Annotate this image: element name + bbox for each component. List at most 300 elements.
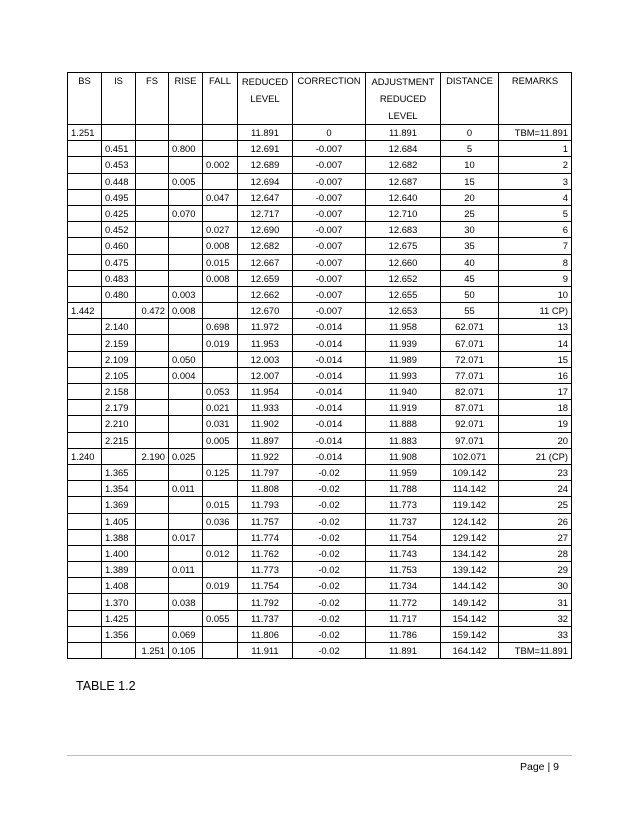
cell-remarks: 8 xyxy=(499,254,572,270)
cell-is: 0.483 xyxy=(102,270,136,286)
cell-fs xyxy=(136,189,169,205)
cell-fs xyxy=(136,367,169,383)
cell-bs xyxy=(68,384,102,400)
cell-is: 1.356 xyxy=(102,626,136,642)
cell-correction: -0.014 xyxy=(293,367,366,383)
cell-bs: 1.251 xyxy=(68,125,102,141)
table-row xyxy=(68,254,572,270)
header-rise: RISE xyxy=(169,73,203,125)
cell-fs xyxy=(136,286,169,302)
header-correction: CORRECTION xyxy=(293,73,366,125)
cell-rise xyxy=(169,270,203,286)
cell-rise: 0.011 xyxy=(169,481,203,497)
page-number: Page | 9 xyxy=(520,761,559,773)
cell-rise: 0.017 xyxy=(169,529,203,545)
cell-fall xyxy=(203,643,238,659)
cell-bs xyxy=(68,205,102,221)
cell-remarks: 33 xyxy=(499,626,572,642)
cell-distance: 149.142 xyxy=(441,594,499,610)
cell-fall xyxy=(203,173,238,189)
cell-adjusted-level: 11.959 xyxy=(366,464,441,480)
cell-bs xyxy=(68,254,102,270)
cell-rise: 0.011 xyxy=(169,562,203,578)
cell-distance: 77.071 xyxy=(441,367,499,383)
cell-rise: 0.003 xyxy=(169,286,203,302)
cell-distance: 72.071 xyxy=(441,351,499,367)
table-row xyxy=(68,157,572,173)
cell-reduced-level: 12.694 xyxy=(238,173,293,189)
table-row xyxy=(68,448,572,464)
cell-rise xyxy=(169,384,203,400)
cell-fs: 2.190 xyxy=(136,448,169,464)
cell-distance: 40 xyxy=(441,254,499,270)
cell-remarks: TBM=11.891 xyxy=(499,643,572,659)
cell-distance: 129.142 xyxy=(441,529,499,545)
header-reduced-level: REDUCED LEVEL xyxy=(238,73,293,125)
cell-fall xyxy=(203,626,238,642)
cell-remarks: 6 xyxy=(499,222,572,238)
cell-bs xyxy=(68,464,102,480)
cell-rise xyxy=(169,222,203,238)
cell-reduced-level: 12.662 xyxy=(238,286,293,302)
cell-fall xyxy=(203,125,238,141)
cell-is: 0.460 xyxy=(102,238,136,254)
table-row xyxy=(68,189,572,205)
cell-fall: 0.015 xyxy=(203,497,238,513)
cell-remarks: 16 xyxy=(499,367,572,383)
cell-is: 0.451 xyxy=(102,141,136,157)
cell-is: 0.425 xyxy=(102,205,136,221)
table-row xyxy=(68,286,572,302)
cell-fs xyxy=(136,529,169,545)
cell-correction: -0.007 xyxy=(293,205,366,221)
header-bs: BS xyxy=(68,73,102,125)
cell-remarks: 5 xyxy=(499,205,572,221)
cell-correction: -0.007 xyxy=(293,141,366,157)
cell-bs xyxy=(68,432,102,448)
cell-reduced-level: 12.691 xyxy=(238,141,293,157)
footer-divider xyxy=(67,755,572,756)
cell-fall: 0.125 xyxy=(203,464,238,480)
cell-bs xyxy=(68,141,102,157)
cell-adjusted-level: 11.772 xyxy=(366,594,441,610)
cell-fs xyxy=(136,416,169,432)
cell-remarks: TBM=11.891 xyxy=(499,125,572,141)
cell-bs xyxy=(68,238,102,254)
cell-distance: 10 xyxy=(441,157,499,173)
cell-is: 2.215 xyxy=(102,432,136,448)
cell-is: 1.354 xyxy=(102,481,136,497)
cell-rise: 0.069 xyxy=(169,626,203,642)
cell-distance: 82.071 xyxy=(441,384,499,400)
cell-bs xyxy=(68,562,102,578)
cell-is: 1.408 xyxy=(102,578,136,594)
cell-fall: 0.008 xyxy=(203,270,238,286)
table-row xyxy=(68,367,572,383)
cell-reduced-level: 11.902 xyxy=(238,416,293,432)
cell-rise: 0.800 xyxy=(169,141,203,157)
cell-is: 2.109 xyxy=(102,351,136,367)
cell-rise: 0.050 xyxy=(169,351,203,367)
cell-adjusted-level: 12.653 xyxy=(366,303,441,319)
cell-distance: 92.071 xyxy=(441,416,499,432)
cell-bs xyxy=(68,578,102,594)
cell-rise xyxy=(169,464,203,480)
cell-remarks: 14 xyxy=(499,335,572,351)
cell-remarks: 18 xyxy=(499,400,572,416)
cell-remarks: 7 xyxy=(499,238,572,254)
cell-fall xyxy=(203,141,238,157)
cell-distance: 109.142 xyxy=(441,464,499,480)
cell-adjusted-level: 11.939 xyxy=(366,335,441,351)
table-row xyxy=(68,643,572,659)
cell-rise xyxy=(169,335,203,351)
cell-fs xyxy=(136,610,169,626)
cell-adjusted-level: 11.717 xyxy=(366,610,441,626)
table-row xyxy=(68,529,572,545)
cell-adjusted-level: 12.660 xyxy=(366,254,441,270)
cell-rise xyxy=(169,189,203,205)
cell-correction: -0.014 xyxy=(293,432,366,448)
cell-correction: -0.007 xyxy=(293,238,366,254)
cell-bs xyxy=(68,481,102,497)
cell-fall: 0.005 xyxy=(203,432,238,448)
cell-fall: 0.021 xyxy=(203,400,238,416)
cell-distance: 154.142 xyxy=(441,610,499,626)
cell-bs xyxy=(68,610,102,626)
table-row xyxy=(68,513,572,529)
table-row xyxy=(68,222,572,238)
cell-fs: 0.472 xyxy=(136,303,169,319)
cell-reduced-level: 11.972 xyxy=(238,319,293,335)
cell-bs xyxy=(68,594,102,610)
table-caption: TABLE 1.2 xyxy=(76,679,136,693)
cell-adjusted-level: 11.908 xyxy=(366,448,441,464)
cell-remarks: 10 xyxy=(499,286,572,302)
cell-adjusted-level: 12.652 xyxy=(366,270,441,286)
cell-fs: 1.251 xyxy=(136,643,169,659)
cell-is: 1.370 xyxy=(102,594,136,610)
table-row xyxy=(68,481,572,497)
cell-adjusted-level: 11.891 xyxy=(366,643,441,659)
cell-distance: 119.142 xyxy=(441,497,499,513)
cell-fs xyxy=(136,497,169,513)
cell-fall xyxy=(203,529,238,545)
cell-bs xyxy=(68,335,102,351)
cell-distance: 164.142 xyxy=(441,643,499,659)
cell-is: 2.140 xyxy=(102,319,136,335)
cell-bs xyxy=(68,643,102,659)
cell-reduced-level: 11.911 xyxy=(238,643,293,659)
header-remarks: REMARKS xyxy=(499,73,572,125)
cell-adjusted-level: 12.640 xyxy=(366,189,441,205)
cell-bs: 1.240 xyxy=(68,448,102,464)
cell-is: 1.365 xyxy=(102,464,136,480)
cell-rise xyxy=(169,238,203,254)
cell-is: 1.405 xyxy=(102,513,136,529)
cell-fall xyxy=(203,448,238,464)
table-header-row xyxy=(68,73,572,125)
table-row xyxy=(68,205,572,221)
cell-adjusted-level: 11.753 xyxy=(366,562,441,578)
cell-adjusted-level: 12.684 xyxy=(366,141,441,157)
cell-distance: 30 xyxy=(441,222,499,238)
cell-correction: -0.007 xyxy=(293,173,366,189)
cell-distance: 25 xyxy=(441,205,499,221)
table-row xyxy=(68,416,572,432)
cell-distance: 0 xyxy=(441,125,499,141)
cell-adjusted-level: 11.888 xyxy=(366,416,441,432)
cell-correction: 0 xyxy=(293,125,366,141)
cell-remarks: 2 xyxy=(499,157,572,173)
cell-reduced-level: 11.737 xyxy=(238,610,293,626)
table-row xyxy=(68,545,572,561)
cell-reduced-level: 12.647 xyxy=(238,189,293,205)
cell-correction: -0.02 xyxy=(293,464,366,480)
cell-correction: -0.02 xyxy=(293,594,366,610)
cell-correction: -0.007 xyxy=(293,189,366,205)
cell-rise xyxy=(169,578,203,594)
cell-remarks: 25 xyxy=(499,497,572,513)
cell-bs xyxy=(68,189,102,205)
cell-distance: 139.142 xyxy=(441,562,499,578)
table-row xyxy=(68,351,572,367)
table-row xyxy=(68,432,572,448)
cell-fall xyxy=(203,286,238,302)
cell-remarks: 29 xyxy=(499,562,572,578)
header-distance: DISTANCE xyxy=(441,73,499,125)
cell-fall xyxy=(203,594,238,610)
cell-fs xyxy=(136,481,169,497)
cell-distance: 102.071 xyxy=(441,448,499,464)
cell-remarks: 3 xyxy=(499,173,572,189)
cell-rise: 0.070 xyxy=(169,205,203,221)
cell-remarks: 30 xyxy=(499,578,572,594)
header-fs: FS xyxy=(136,73,169,125)
cell-correction: -0.007 xyxy=(293,303,366,319)
cell-adjusted-level: 12.682 xyxy=(366,157,441,173)
cell-correction: -0.007 xyxy=(293,270,366,286)
cell-correction: -0.007 xyxy=(293,157,366,173)
cell-adjusted-level: 12.687 xyxy=(366,173,441,189)
table-row xyxy=(68,238,572,254)
cell-fs xyxy=(136,464,169,480)
cell-distance: 15 xyxy=(441,173,499,189)
cell-adjusted-level: 12.710 xyxy=(366,205,441,221)
cell-fs xyxy=(136,254,169,270)
cell-adjusted-level: 11.754 xyxy=(366,529,441,545)
cell-rise xyxy=(169,157,203,173)
table-row xyxy=(68,303,572,319)
cell-reduced-level: 11.757 xyxy=(238,513,293,529)
cell-remarks: 11 CP) xyxy=(499,303,572,319)
cell-reduced-level: 11.793 xyxy=(238,497,293,513)
cell-is: 1.388 xyxy=(102,529,136,545)
cell-adjusted-level: 12.683 xyxy=(366,222,441,238)
cell-fs xyxy=(136,513,169,529)
cell-reduced-level: 11.806 xyxy=(238,626,293,642)
cell-reduced-level: 11.933 xyxy=(238,400,293,416)
cell-rise: 0.005 xyxy=(169,173,203,189)
cell-bs xyxy=(68,319,102,335)
cell-is xyxy=(102,125,136,141)
cell-fs xyxy=(136,545,169,561)
cell-distance: 159.142 xyxy=(441,626,499,642)
cell-fall: 0.698 xyxy=(203,319,238,335)
cell-fs xyxy=(136,578,169,594)
cell-reduced-level: 11.797 xyxy=(238,464,293,480)
cell-fs xyxy=(136,319,169,335)
cell-adjusted-level: 11.940 xyxy=(366,384,441,400)
cell-fall xyxy=(203,303,238,319)
cell-correction: -0.02 xyxy=(293,626,366,642)
cell-remarks: 32 xyxy=(499,610,572,626)
cell-rise xyxy=(169,545,203,561)
cell-bs xyxy=(68,286,102,302)
cell-correction: -0.014 xyxy=(293,448,366,464)
cell-reduced-level: 12.659 xyxy=(238,270,293,286)
cell-fs xyxy=(136,205,169,221)
cell-bs xyxy=(68,157,102,173)
cell-is: 0.448 xyxy=(102,173,136,189)
cell-fs xyxy=(136,125,169,141)
cell-is: 0.453 xyxy=(102,157,136,173)
cell-distance: 55 xyxy=(441,303,499,319)
cell-distance: 87.071 xyxy=(441,400,499,416)
cell-distance: 5 xyxy=(441,141,499,157)
cell-adjusted-level: 11.891 xyxy=(366,125,441,141)
cell-rise xyxy=(169,400,203,416)
table-row xyxy=(68,335,572,351)
cell-correction: -0.014 xyxy=(293,351,366,367)
cell-fall: 0.019 xyxy=(203,578,238,594)
cell-fall: 0.047 xyxy=(203,189,238,205)
table-row xyxy=(68,384,572,400)
table-row xyxy=(68,141,572,157)
cell-is: 1.369 xyxy=(102,497,136,513)
cell-correction: -0.02 xyxy=(293,529,366,545)
cell-fs xyxy=(136,222,169,238)
cell-adjusted-level: 11.958 xyxy=(366,319,441,335)
cell-is: 0.480 xyxy=(102,286,136,302)
cell-remarks: 1 xyxy=(499,141,572,157)
cell-distance: 45 xyxy=(441,270,499,286)
cell-fall xyxy=(203,367,238,383)
cell-is: 1.400 xyxy=(102,545,136,561)
cell-remarks: 4 xyxy=(499,189,572,205)
cell-fs xyxy=(136,238,169,254)
cell-fall: 0.008 xyxy=(203,238,238,254)
cell-remarks: 23 xyxy=(499,464,572,480)
cell-is: 0.495 xyxy=(102,189,136,205)
cell-rise xyxy=(169,497,203,513)
cell-rise xyxy=(169,125,203,141)
cell-rise: 0.038 xyxy=(169,594,203,610)
cell-fs xyxy=(136,270,169,286)
cell-reduced-level: 11.922 xyxy=(238,448,293,464)
cell-reduced-level: 12.003 xyxy=(238,351,293,367)
cell-distance: 114.142 xyxy=(441,481,499,497)
cell-adjusted-level: 11.883 xyxy=(366,432,441,448)
cell-reduced-level: 11.808 xyxy=(238,481,293,497)
cell-adjusted-level: 11.734 xyxy=(366,578,441,594)
cell-reduced-level: 12.717 xyxy=(238,205,293,221)
cell-is: 2.179 xyxy=(102,400,136,416)
table-row xyxy=(68,270,572,286)
cell-reduced-level: 11.762 xyxy=(238,545,293,561)
cell-bs xyxy=(68,270,102,286)
cell-is xyxy=(102,448,136,464)
cell-correction: -0.007 xyxy=(293,254,366,270)
cell-distance: 20 xyxy=(441,189,499,205)
cell-fs xyxy=(136,400,169,416)
cell-reduced-level: 12.670 xyxy=(238,303,293,319)
cell-bs xyxy=(68,173,102,189)
cell-fs xyxy=(136,594,169,610)
cell-remarks: 27 xyxy=(499,529,572,545)
cell-bs xyxy=(68,367,102,383)
cell-adjusted-level: 11.773 xyxy=(366,497,441,513)
cell-fall: 0.012 xyxy=(203,545,238,561)
cell-adjusted-level: 11.737 xyxy=(366,513,441,529)
cell-is: 1.389 xyxy=(102,562,136,578)
cell-correction: -0.007 xyxy=(293,222,366,238)
cell-reduced-level: 11.792 xyxy=(238,594,293,610)
cell-fall: 0.055 xyxy=(203,610,238,626)
cell-fall: 0.036 xyxy=(203,513,238,529)
cell-adjusted-level: 11.743 xyxy=(366,545,441,561)
cell-bs xyxy=(68,529,102,545)
cell-fs xyxy=(136,173,169,189)
cell-fs xyxy=(136,384,169,400)
cell-fall xyxy=(203,351,238,367)
cell-reduced-level: 11.897 xyxy=(238,432,293,448)
cell-is xyxy=(102,643,136,659)
cell-remarks: 24 xyxy=(499,481,572,497)
cell-reduced-level: 12.689 xyxy=(238,157,293,173)
cell-fs xyxy=(136,351,169,367)
cell-correction: -0.02 xyxy=(293,481,366,497)
cell-remarks: 21 (CP) xyxy=(499,448,572,464)
cell-correction: -0.02 xyxy=(293,497,366,513)
cell-remarks: 26 xyxy=(499,513,572,529)
cell-fall: 0.027 xyxy=(203,222,238,238)
cell-reduced-level: 12.690 xyxy=(238,222,293,238)
cell-rise xyxy=(169,610,203,626)
cell-correction: -0.02 xyxy=(293,643,366,659)
cell-rise: 0.008 xyxy=(169,303,203,319)
cell-fall: 0.002 xyxy=(203,157,238,173)
cell-bs xyxy=(68,400,102,416)
cell-reduced-level: 11.773 xyxy=(238,562,293,578)
cell-fs xyxy=(136,562,169,578)
cell-adjusted-level: 12.655 xyxy=(366,286,441,302)
cell-reduced-level: 12.682 xyxy=(238,238,293,254)
cell-distance: 144.142 xyxy=(441,578,499,594)
cell-reduced-level: 11.891 xyxy=(238,125,293,141)
cell-reduced-level: 12.667 xyxy=(238,254,293,270)
cell-is: 1.425 xyxy=(102,610,136,626)
cell-correction: -0.02 xyxy=(293,562,366,578)
cell-rise xyxy=(169,432,203,448)
cell-distance: 134.142 xyxy=(441,545,499,561)
cell-correction: -0.014 xyxy=(293,416,366,432)
cell-distance: 124.142 xyxy=(441,513,499,529)
cell-correction: -0.014 xyxy=(293,384,366,400)
cell-is: 2.105 xyxy=(102,367,136,383)
table-row xyxy=(68,578,572,594)
cell-remarks: 20 xyxy=(499,432,572,448)
